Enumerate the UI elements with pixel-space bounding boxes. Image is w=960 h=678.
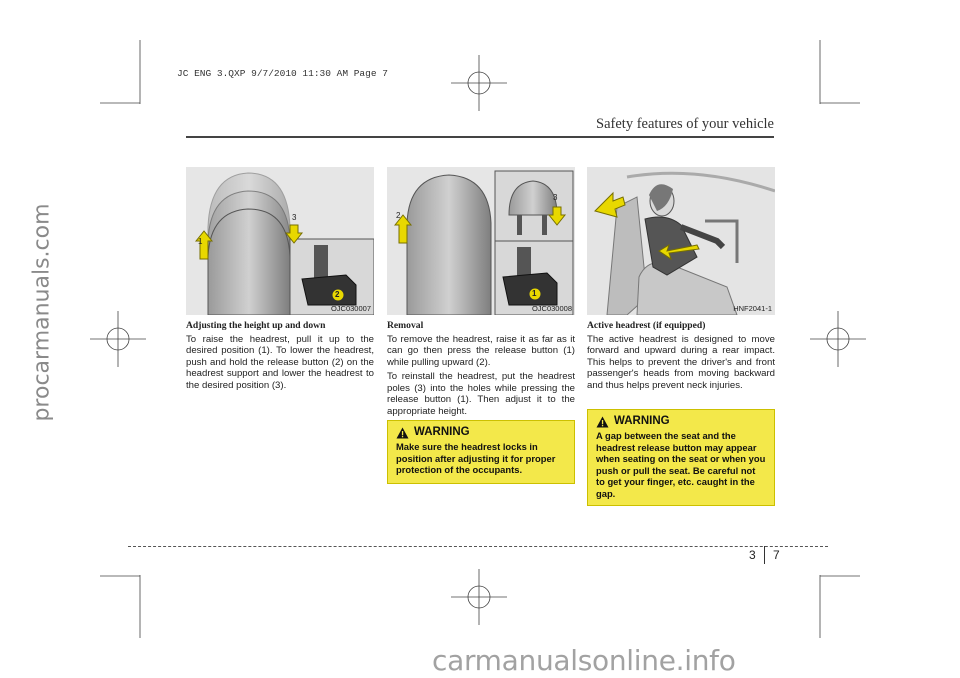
figure-code: OJC030008 [531, 304, 572, 313]
warning-title: WARNING [614, 415, 670, 428]
side-watermark: procarmanuals.com [29, 203, 55, 422]
chapter-number: 3 [749, 548, 756, 562]
headrest-removal-illustration [387, 167, 575, 315]
callout-1: 1 [532, 289, 537, 298]
warning-text: A gap between the seat and the headrest release button may appear when seating on the seat or when you push or pull the seat. Be careful not to get your finger, etc. caught in the gap. [596, 430, 766, 499]
callout-2: 2 [396, 211, 401, 220]
callout-3: 3 [553, 193, 558, 202]
page-number [749, 548, 780, 562]
figure-active-headrest [587, 167, 775, 315]
figure-code: OJC030007 [330, 304, 371, 313]
bottom-watermark: carmanualsonline.info [432, 644, 736, 677]
page-number-divider [764, 546, 765, 564]
column-removal [387, 320, 575, 420]
page-index: 7 [773, 548, 780, 562]
warning-triangle-icon [396, 427, 409, 439]
section-title: Safety features of your vehicle [596, 116, 774, 132]
column-active-headrest [587, 320, 775, 394]
paragraph: The active headrest is designed to move forward and upward during a rear impact. This helps to prevent the driver's and front passenger's heads from moving backward and thus helps prevent neck injuries. [587, 333, 775, 391]
paragraph: To remove the headrest, raise it as far as it can go then press the release button (1) while pulling upward (2). [387, 333, 575, 368]
callout-2: 2 [335, 290, 340, 299]
paragraph: To raise the headrest, pull it up to the desired position (1). To lower the headrest, push and hold the release button (2) on the headrest support and lower the headrest to the desired position (3). [186, 333, 374, 391]
warning-triangle-icon [596, 416, 609, 428]
warning-box-removal [387, 420, 575, 484]
paragraph: To reinstall the headrest, put the headrest poles (3) into the holes while pressing the release button (1). Then adjust it to the appropriate height. [387, 371, 575, 417]
heading-height-adjust: Adjusting the height up and down [186, 320, 326, 331]
heading-removal: Removal [387, 320, 424, 331]
warning-title: WARNING [414, 426, 470, 439]
warning-box-active-headrest [587, 409, 775, 506]
headrest-height-illustration [186, 167, 374, 315]
figure-headrest-height [186, 167, 374, 315]
header-rule [186, 136, 774, 138]
figure-headrest-removal [387, 167, 575, 315]
callout-1: 1 [198, 237, 203, 246]
heading-active-headrest: Active headrest (if equipped) [587, 320, 706, 331]
footer-dashed-rule [128, 546, 828, 547]
warning-text: Make sure the headrest locks in position after adjusting it for proper protection of the occupants. [396, 441, 556, 476]
print-job-line: JC ENG 3.QXP 9/7/2010 11:30 AM Page 7 [177, 68, 388, 79]
figure-code: HNF2041-1 [733, 304, 772, 313]
active-headrest-illustration [587, 167, 775, 315]
column-height-adjust [186, 320, 374, 394]
callout-3: 3 [292, 213, 297, 222]
